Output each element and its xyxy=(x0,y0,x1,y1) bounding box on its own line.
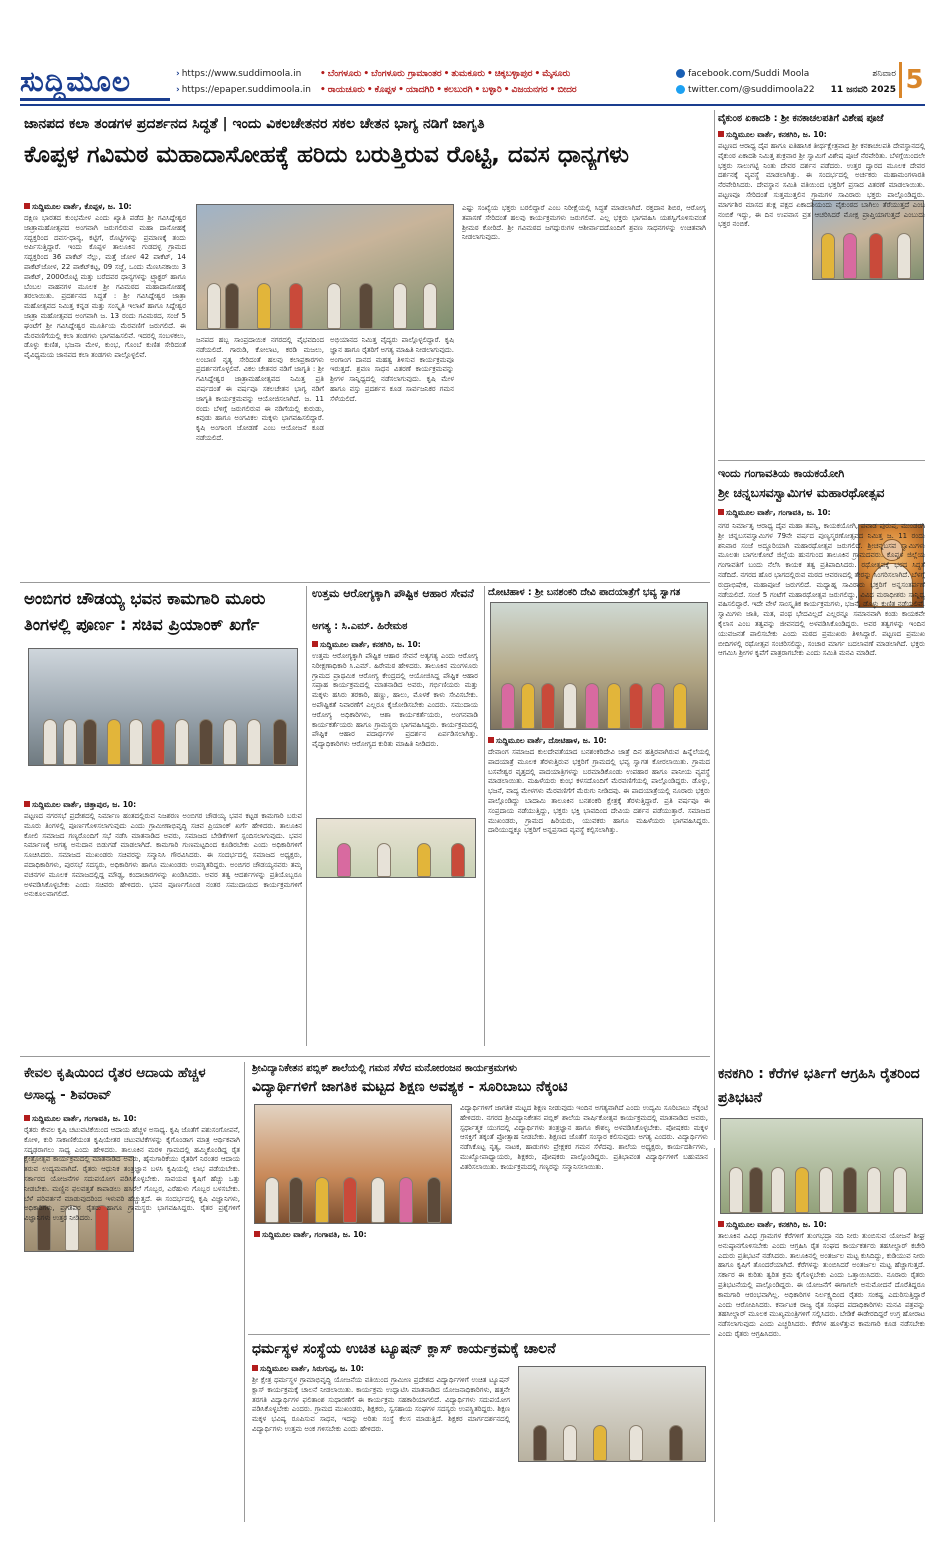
epaper-link[interactable]: https://epaper.suddimoola.in xyxy=(181,85,311,95)
city-r2-4[interactable]: ಬಳ್ಳಾರಿ xyxy=(482,85,502,95)
city-r2-6[interactable]: ಬೀದರ xyxy=(557,85,577,95)
page-number: 5 xyxy=(899,62,927,98)
dateline-marker-icon xyxy=(24,801,30,807)
divider-lead-bottom xyxy=(20,582,710,583)
dateline-marker-icon xyxy=(24,203,30,209)
date-block xyxy=(816,66,896,98)
city-row-2 xyxy=(318,82,678,98)
weekday: ಶನಿವಾರ xyxy=(872,69,896,79)
story-kanakagiri-protest-body xyxy=(718,1062,925,1522)
dateline-marker-icon xyxy=(24,1115,30,1121)
divider-right-column xyxy=(714,110,715,1140)
protest-text: ತಾಲೂಕಿನ ವಿವಿಧ ಗ್ರಾಮಗಳ ಕೆರೆಗಳಿಗೆ ತುಂಗಭದ್ರಾ ನದಿ ನೀರು ತುಂಬಿಸುವ ಯೋಜನೆ ಶೀಘ್ರ ಅನುಷ್ಠಾನಗೊಳಿಸಬೇಕು ಎಂದು ಆಗ್ರಹಿಸಿ ರೈತ ಸಂಘದ ಕಾರ್ಯಕರ್ತರು ತಹಸೀಲ್ದಾರ್ ಕಚೇರಿ ಎದುರು ಪ್ರತಿಭಟನೆ ನಡೆಸಿದರು. ತಾಲೂಕಿನಲ್ಲಿ ಅಂತರ್ಜಲ ಮಟ್ಟ ಕುಸಿದಿದ್ದು, ಕುಡಿಯುವ ನೀರು ಹಾಗೂ ಕೃಷಿಗೆ ತೊಂದರೆಯಾಗಿದೆ. ಕೆರೆಗಳನ್ನು ತುಂಬಿಸಿದರೆ ಅಂತರ್ಜಲ ಮಟ್ಟ ಹೆಚ್ಚಾಗುತ್ತದೆ. ಸರ್ಕಾರ ಈ ಕುರಿತು ತ್ವರಿತ ಕ್ರಮ ಕೈಗೊಳ್ಳಬೇಕು ಎಂದು ಒತ್ತಾಯಿಸಿದರು. ನೂರಾರು ರೈತರು ಪ್ರತಿಭಟನೆಯಲ್ಲಿ ಪಾಲ್ಗೊಂಡಿದ್ದರು. ಈ ಯೋಜನೆಗೆ ಈಗಾಗಲೇ ಅನುಮೋದನೆ ದೊರೆತಿದ್ದರೂ ಕಾಮಗಾರಿ ಆರಂಭವಾಗಿಲ್ಲ. ಅಧಿಕಾರಿಗಳ ನಿರ್ಲಕ್ಷ್ಯದಿಂದ ರೈತರು ಸಂಕಷ್ಟ ಎದುರಿಸುತ್ತಿದ್ದಾರೆ ಎಂದು ಆರೋಪಿಸಿದರು. ಕರ್ನಾಟಕ ರಾಜ್ಯ ರೈತ ಸಂಘದ ಪದಾಧಿಕಾರಿಗಳು ಮನವಿ ಪತ್ರವನ್ನು ತಹಸೀಲ್ದಾರ್ ಮೂಲಕ ಮುಖ್ಯಮಂತ್ರಿಗಳಿಗೆ ಸಲ್ಲಿಸಿದರು. ಬೇಡಿಕೆ ಈಡೇರದಿದ್ದರೆ ಉಗ್ರ ಹೋರಾಟ ನಡೆಸಲಾಗುವುದು ಎಂದು ಎಚ್ಚರಿಸಿದರು. ಕೆರೆಗಳ ಹೂಳೆತ್ತುವ ಕಾಮಗಾರಿ ಕೂಡ ನಡೆಸಬೇಕು ಎಂದು ರೈತರು ಆಗ್ರಹಿಸಿದರು. xyxy=(718,1232,925,1338)
dateline-marker-icon xyxy=(718,1221,724,1227)
brand-underline xyxy=(20,98,170,101)
nutrition-kicker: ಉತ್ತಮ ಆರೋಗ್ಯಕ್ಕಾಗಿ ಪೌಷ್ಟಿಕ ಆಹಾರ ಸೇವನೆ xyxy=(312,587,474,600)
divider-mid-bottom xyxy=(20,1056,710,1057)
dateline-marker-icon xyxy=(718,131,724,137)
protest-headline-main: ಕನಕಗಿರಿ : ಕೆರೆಗಳ ಭರ್ತಿಗೆ ಆಗ್ರಹಿಸಿ ರೈತರಿಂದ ಪ್ರತಿಭಟನೆ xyxy=(718,1062,925,1110)
website-link[interactable]: https://www.suddimoola.in xyxy=(181,69,302,79)
lead-col-1: ದಕ್ಷಿಣ ಭಾರತದ ಕುಂಭಮೇಳ ಎಂದು ಖ್ಯಾತಿ ಪಡೆದ ಶ್ರೀ ಗವಿಸಿದ್ದೇಶ್ವರ ಜಾತ್ರಾಮಹೋತ್ಸವದ ಅಂಗವಾಗಿ ಜರುಗಲಿರುವ ಮಹಾ ದಾಸೋಹಕ್ಕೆ ಸದ್ಭಕ್ತರಿಂದ ದವಸ-ಧಾನ್ಯ, ಕಟ್ಟಿಗೆ, ರೊಟ್ಟಿಗಳನ್ನು ಪ್ರಮಾಣಕ್ಕೆ ತಂದು ಅರ್ಪಿಸುತ್ತಿದ್ದಾರೆ. ಇಂದು ಕೊಪ್ಪಳ ತಾಲೂಕಿನ ಗುಡದಳ್ಳ ಗ್ರಾಮದ ಸದ್ಭಕ್ತರಿಂದ 36 ಪಾಕೆಟ್ ನೆಲ್ಲು, ಮತ್ತೆ ಜೋಳ 42 ಪಾಕೆಟ್, 14 ಪಾಕೆಟ್‌ಜೋಳ, 22 ಪಾಕೆಟ್‌ಕಟ್ಟ, 09 ಸಜ್ಜೆ, ಒಂದು ಮೆಣಸಿನಕಾಯಿ 3 ಪಾಕೆಟ್, 2000ರೊಟ್ಟಿ ಮತ್ತು ಬರೆದವರ ಧಾನ್ಯಗಳನ್ನು ಟ್ರ್ಯಾಕ್ಟರ್ ಹಾಗೂ ಬೆಂಬಲ ವಾಹನಗಳ ಮೂಲಕ ಶ್ರೀ ಗವಿಮಠದ ಮಹಾದಾಸೋಹಕ್ಕೆ ತರಲಾಯಿತು. ಪ್ರದರ್ಶನದ ಸಿದ್ಧತೆ : ಶ್ರೀ ಗವಿಸಿದ್ದೇಶ್ವರ ಜಾತ್ರಾ ಮಹೋತ್ಸವದ ನಿಮಿತ್ತ ಕನ್ನಡ ಮತ್ತು ಸಂಸ್ಕೃತಿ ಇಲಾಖೆ ಹಾಗೂ ಸಿದ್ದೇಶ್ವರ ಜಾತ್ರಾ ಮಹೋತ್ಸವದ ಅಂಗವಾಗಿ ಜ. 13 ರಂದು ಗವಿಮಠದ, ಸಂಜೆ 5 ಘಂಟೆಗೆ ಶ್ರೀ ಗವಿಸಿದ್ದೇಶ್ವರ ಮೂರ್ತಿಯ ಮೆರವಣಿಗೆ ಜರುಗಲಿದೆ. ಈ ಮೆರವಣಿಗೆಯಲ್ಲಿ ಕಲಾ ತಂಡಗಳು ಭಾಗವಹಿಸಲಿವೆ. ಇದರಲ್ಲಿ ಸಂಬಳಕಲು, ಡೊಳ್ಳು ಕುಣಿತ, ಭಜನಾ ಮೇಳ, ಕುಂಭ, ಗೊಂಬೆ ಕುಣಿತ ಸೇರಿದಂತೆ ವೈವಿಧ್ಯಮಯ ಜಾನಪದ ಕಲಾ ತಂಡಗಳು ಪಾಲ್ಗೊಳ್ಳಲಿವೆ. xyxy=(24,214,186,360)
bullet-icon: • xyxy=(436,85,442,95)
chowdaiah-headline: ಅಂಬಿಗರ ಚೌಡಯ್ಯ ಭವನ ಕಾಮಗಾರಿ ಮೂರು ತಿಂಗಳಲ್ಲಿ ಪೂರ್ಣ : ಸಚಿವ ಪ್ರಿಯಾಂಕ್ ಖರ್ಗೆ xyxy=(24,589,266,634)
banashankari-kicker: ದೋಟಿಹಾಳ : ಶ್ರೀ ಬನಶಂಕರಿ ದೇವಿ ಪಾದಯಾತ್ರೆಗೆ ಭವ್ಯ ಸ್ವಾಗತ xyxy=(488,587,681,598)
link-arrow-icon: › xyxy=(176,85,180,95)
dharmasthala-dateline: ಸುದ್ದಿಮೂಲ ವಾರ್ತೆ, ಸಿರುಗುಪ್ಪ, ಜ. 10: xyxy=(252,1364,510,1374)
divider-mid-1 xyxy=(306,586,307,1046)
city-r1-1[interactable]: ಬೆಂಗಳೂರು ಗ್ರಾಮಾಂತರ xyxy=(371,69,442,79)
chowdaiah-text: ಪಟ್ಟಣದ ನಗರಸಭೆ ಪ್ರದೇಶದಲ್ಲಿ ನಿರ್ಮಾಣ ಹಂತದಲ್ಲಿರುವ ನಿಜಶರಣ ಅಂಬಿಗರ ಚೌಡಯ್ಯ ಭವನ ಕಟ್ಟಡ ಕಾಮಗಾರಿ ಬರುವ ಮೂರು ತಿಂಗಳಲ್ಲಿ ಪೂರ್ಣಗೊಳಿಸಲಾಗುವುದು ಎಂದು ಗ್ರಾಮೀಣಾಭಿವೃದ್ಧಿ ಸಚಿವ ಪ್ರಿಯಾಂಕ್ ಖರ್ಗೆ ಹೇಳಿದರು. ತಾಲೂಕಿನ ಕೋಲಿ ಸಮಾಜದ ಗಣ್ಯರೊಂದಿಗೆ ಸಭೆ ನಡೆಸಿ ಮಾತನಾಡಿದ ಅವರು, ಸಮಾಜದ ಬೇಡಿಕೆಗಳಿಗೆ ಸ್ಪಂದಿಸಲಾಗುವುದು. ಭವನ ನಿರ್ಮಾಣಕ್ಕೆ ಅಗತ್ಯ ಅನುದಾನ ಬಿಡುಗಡೆ ಮಾಡಲಾಗಿದೆ. ಕಾಮಗಾರಿ ಗುಣಮಟ್ಟದಿಂದ ಕೂಡಿರಬೇಕು ಎಂದು ಅಧಿಕಾರಿಗಳಿಗೆ ಸೂಚಿಸಿದರು. ಸಮಾಜದ ಮುಖಂಡರು ಸಚಿವರನ್ನು ಸನ್ಮಾನಿಸಿ ಗೌರವಿಸಿದರು. ಈ ಸಂದರ್ಭದಲ್ಲಿ ಸಮಾಜದ ಅಧ್ಯಕ್ಷರು, ಪದಾಧಿಕಾರಿಗಳು, ಪುರಸಭೆ ಸದಸ್ಯರು, ಅಧಿಕಾರಿಗಳು ಹಾಗೂ ಮುಖಂಡರು ಉಪಸ್ಥಿತರಿದ್ದರು. ಅಂಬಿಗರ ಚೌಡಯ್ಯನವರು ತಮ್ಮ ವಚನಗಳ ಮೂಲಕ ಸಮಾಜದಲ್ಲಿದ್ದ ಮೌಢ್ಯ, ಕಂದಾಚಾರಗಳನ್ನು ಖಂಡಿಸಿದರು. ಅವರ ತತ್ವ ಆದರ್ಶಗಳನ್ನು ಪ್ರತಿಯೊಬ್ಬರೂ ಅಳವಡಿಸಿಕೊಳ್ಳಬೇಕು ಎಂದು ಸಚಿವರು ಹೇಳಿದರು. ಭವನ ಪೂರ್ಣಗೊಂಡ ನಂತರ ಸಮುದಾಯದ ಕಾರ್ಯಕ್ರಮಗಳಿಗೆ ಅನುಕೂಲವಾಗಲಿದೆ. xyxy=(24,812,302,899)
dateline-marker-icon xyxy=(488,737,494,743)
bullet-icon: • xyxy=(443,69,450,79)
chowdaiah-dateline: ಸುದ್ದಿಮೂಲ ವಾರ್ತೆ, ಚಿತ್ತಾಪುರ, ಜ. 10: xyxy=(24,800,302,810)
story-vidyaniketan xyxy=(248,1062,710,1332)
bullet-icon: • xyxy=(503,85,510,95)
rathotsava-headline: ಶ್ರೀ ಚನ್ನಬಸವಸ್ವಾಮಿಗಳ ಮಹಾರಥೋತ್ಸವ xyxy=(718,485,885,500)
site-links xyxy=(176,66,316,98)
protest-photo xyxy=(720,1118,923,1214)
lead-col-2: ಜನಪದ ಹಬ್ಬ ಸಾಂಪ್ರದಾಯಿಕ ನಗರದಲ್ಲಿ ವೈಭವದಿಂದ ನಡೆಯಲಿದೆ. ಗಾರುಡಿ, ಕೋಲಾಟ, ಕರಡಿ ಮಜಲು, ಲಂಬಾಣಿ ನೃತ್ಯ ಸೇರಿದಂತೆ ಹಲವು ಕಲಾಪ್ರಕಾರಗಳು ಪ್ರದರ್ಶನಗೊಳ್ಳಲಿವೆ. ವಿಕಲ ಚೇತನರ ನಡಿಗೆ ಜಾಗೃತಿ : ಶ್ರೀ ಗವಿಸಿದ್ದೇಶ್ವರ ಜಾತ್ರಾಮಹೋತ್ಸವದ ನಿಮಿತ್ತ ಪ್ರತಿ ವರ್ಷದಂತೆ ಈ ವರ್ಷವೂ ಸಕಲಚೇತನ ಭಾಗ್ಯ ನಡಿಗೆ ಜಾಗೃತಿ ಕಾರ್ಯಕ್ರಮವನ್ನು ಆಯೋಜಿಸಲಾಗಿದೆ. ಜ. 11 ರಂದು ಬೆಳಿಗ್ಗೆ ಜರುಗಲಿರುವ ಈ ನಡಿಗೆಯಲ್ಲಿ ಕುರುಡು, ಕಿವುಡು ಹಾಗೂ ಅಂಗವಿಕಲ ಮಕ್ಕಳು ಭಾಗವಹಿಸಲಿದ್ದಾರೆ. ಕೃಷಿ ಅಂಗಾಂಗ ಜೋಡಣೆ ಎಂಬ ಆಯೋಜನೆ ಕೂಡ ನಡೆಯಲಿದೆ. xyxy=(196,336,324,442)
vidyaniketan-kicker: ಶ್ರೀವಿದ್ಯಾನಿಕೇತನ ಪಬ್ಲಿಕ್ ಶಾಲೆಯಲ್ಲಿ ಗಮನ ಸೆಳೆದ ಮನೋರಂಜನ ಕಾರ್ಯಕ್ರಮಗಳು xyxy=(252,1063,518,1074)
banashankari-text: ದೇವಾಂಗ ಸಮಾಜದ ಕುಲದೇವತೆಯಾದ ಬನಶಂಕರಿದೇವಿ ಜಾತ್ರೆ ದಿನ ಹತ್ತಿರವಾಗಿರುವ ಹಿನ್ನೆಲೆಯಲ್ಲಿ ಪಾದಯಾತ್ರೆ ಮೂಲಕ ತೆರಳುತ್ತಿರುವ ಭಕ್ತರಿಗೆ ಗ್ರಾಮದಲ್ಲಿ ಭವ್ಯ ಸ್ವಾಗತ ಕೋರಲಾಯಿತು. ಗ್ರಾಮದ ಬಸವೇಶ್ವರ ವೃತ್ತದಲ್ಲಿ ಪಾದಯಾತ್ರಿಗಳನ್ನು ಬರಮಾಡಿಕೊಂಡು ಉಪಹಾರ ಹಾಗೂ ಪಾನೀಯ ವ್ಯವಸ್ಥೆ ಮಾಡಲಾಯಿತು. ಮಹಿಳೆಯರು ಕುಂಭ ಕಳಸದೊಂದಿಗೆ ಮೆರವಣಿಗೆಯಲ್ಲಿ ಪಾಲ್ಗೊಂಡಿದ್ದರು. ಡೊಳ್ಳು, ಭಜನೆ, ವಾದ್ಯ ಮೇಳಗಳು ಮೆರವಣಿಗೆಗೆ ಮೆರುಗು ನೀಡಿದವು. ಈ ಪಾದಯಾತ್ರೆಯಲ್ಲಿ ನೂರಾರು ಭಕ್ತರು ಪಾಲ್ಗೊಂಡಿದ್ದು ಬಾದಾಮಿ ತಾಲೂಕಿನ ಬನಶಂಕರಿ ಕ್ಷೇತ್ರಕ್ಕೆ ತೆರಳುತ್ತಿದ್ದಾರೆ. ಪ್ರತಿ ವರ್ಷವೂ ಈ ಸಂಪ್ರದಾಯ ನಡೆಯುತ್ತಿದ್ದು, ಭಕ್ತರು ಭಕ್ತಿ ಭಾವದಿಂದ ದೇವಿಯ ದರ್ಶನ ಪಡೆಯುತ್ತಾರೆ. ಸಮಾಜದ ಮುಖಂಡರು, ಗ್ರಾಮದ ಹಿರಿಯರು, ಯುವಕರು ಹಾಗೂ ಮಹಿಳೆಯರು ಭಾಗವಹಿಸಿದ್ದರು. ದಾರಿಯುದ್ದಕ್ಕೂ ಭಕ್ತರಿಗೆ ಅನ್ನಪ್ರಸಾದ ವ್ಯವಸ್ಥೆ ಕಲ್ಪಿಸಲಾಗಿತ್ತು. xyxy=(488,748,710,835)
city-r1-4[interactable]: ಮೈಸೂರು xyxy=(542,69,571,79)
dateline-marker-icon xyxy=(718,509,724,515)
nutrition-text-cont xyxy=(312,884,478,1040)
banashankari-dateline: ಸುದ್ದಿಮೂಲ ವಾರ್ತೆ, ದೋಟಿಹಾಳ, ಜ. 10: xyxy=(488,736,710,746)
city-r2-3[interactable]: ಕಲಬುರಗಿ xyxy=(443,85,473,95)
dharmasthala-text: ಶ್ರೀ ಕ್ಷೇತ್ರ ಧರ್ಮಸ್ಥಳ ಗ್ರಾಮಾಭಿವೃದ್ಧಿ ಯೋಜನೆಯ ವತಿಯಿಂದ ಗ್ರಾಮೀಣ ಪ್ರದೇಶದ ವಿದ್ಯಾರ್ಥಿಗಳಿಗೆ ಉಚಿತ ಟ್ಯೂಷನ್ ಕ್ಲಾಸ್ ಕಾರ್ಯಕ್ರಮಕ್ಕೆ ಚಾಲನೆ ನೀಡಲಾಯಿತು. ಕಾರ್ಯಕ್ರಮ ಉದ್ಘಾಟಿಸಿ ಮಾತನಾಡಿದ ಯೋಜನಾಧಿಕಾರಿಗಳು, ಹತ್ತನೇ ತರಗತಿ ವಿದ್ಯಾರ್ಥಿಗಳ ಫಲಿತಾಂಶ ಸುಧಾರಣೆಗೆ ಈ ಕಾರ್ಯಕ್ರಮ ಸಹಕಾರಿಯಾಗಲಿದೆ. ವಿದ್ಯಾರ್ಥಿಗಳು ಸದುಪಯೋಗ ಪಡಿಸಿಕೊಳ್ಳಬೇಕು ಎಂದರು. ಗ್ರಾಮದ ಮುಖಂಡರು, ಶಿಕ್ಷಕರು, ಸ್ವಸಹಾಯ ಸಂಘಗಳ ಸದಸ್ಯರು ಉಪಸ್ಥಿತರಿದ್ದರು. ಶಿಕ್ಷಣ ಮಕ್ಕಳ ಭವಿಷ್ಯ ರೂಪಿಸುವ ಸಾಧನ, ಇದನ್ನು ಅರಿತು ಸಂಸ್ಥೆ ಕೆಲಸ ಮಾಡುತ್ತಿದೆ. ಶಿಕ್ಷಕರ ಮಾರ್ಗದರ್ಶನದಲ್ಲಿ ವಿದ್ಯಾರ್ಥಿಗಳು ಉತ್ತಮ ಅಂಕ ಗಳಿಸಬೇಕು ಎಂದು ಹೇಳಿದರು. xyxy=(252,1376,510,1433)
vidyaniketan-photo xyxy=(254,1104,452,1224)
lead-col-3: ಅಭಿಯಾನದ ನಿಮಿತ್ತ ವೈದ್ಯರು ಪಾಲ್ಗೊಳ್ಳಲಿದ್ದಾರೆ. ಕೃಷಿ ಜ್ಞಾನ ಹಾಗೂ ರೈತರಿಗೆ ಅಗತ್ಯ ಮಾಹಿತಿ ನೀಡಲಾಗುವುದು. ಅಂಗಾಂಗ ದಾನದ ಮಹತ್ವ ತಿಳಿಸುವ ಕಾರ್ಯಕ್ರಮವೂ ಇರುತ್ತದೆ. ಶ್ರವಣ ಸಾಧನ ವಿತರಣೆ ಕಾರ್ಯಕ್ರಮವನ್ನು ಶ್ರೀಗಳ ಸಾನ್ನಿಧ್ಯದಲ್ಲಿ ನಡೆಸಲಾಗುವುದು. ಕೃಷಿ ಮೇಳ ಹಾಗೂ ವಸ್ತು ಪ್ರದರ್ಶನ ಕೂಡ ಸಾರ್ವಜನಿಕರ ಗಮನ ಸೆಳೆಯಲಿದೆ. xyxy=(330,336,454,403)
bullet-icon: • xyxy=(474,85,481,95)
divider-low-2 xyxy=(714,1148,715,1522)
city-list xyxy=(318,66,678,98)
lead-col-4: ಎಷ್ಟು ಸಂಖ್ಯೆಯ ಭಕ್ತರು ಬರಲಿದ್ದಾರೆ ಎಂಬ ನಿರೀಕ್ಷೆಯಲ್ಲಿ ಸಿದ್ಧತೆ ಮಾಡಲಾಗಿದೆ. ರಕ್ತದಾನ ಶಿಬಿರ, ಆರೋಗ್ಯ ತಪಾಸಣೆ ಸೇರಿದಂತೆ ಹಲವು ಕಾರ್ಯಕ್ರಮಗಳು ಜರುಗಲಿವೆ. ಎಲ್ಲ ಭಕ್ತರು ಭಾಗವಹಿಸಿ ಯಶಸ್ವಿಗೊಳಿಸುವಂತೆ ಶ್ರೀಮಠ ಕೋರಿದೆ. ಶ್ರೀ ಗವಿಮಠದ ಜಗದ್ಗುರುಗಳ ಆಶೀರ್ವಾದದೊಂದಿಗೆ ಶ್ರವಣ ಸಾಧನಗಳನ್ನು ಉಚಿತವಾಗಿ ನೀಡಲಾಗುವುದು. xyxy=(462,204,706,242)
farmers-dateline: ಸುದ್ದಿಮೂಲ ವಾರ್ತೆ, ಗಂಗಾವತಿ, ಜ. 10: xyxy=(24,1114,240,1124)
story-vaikuntha xyxy=(718,110,925,460)
nutrition-photo xyxy=(316,818,476,878)
masthead-rule xyxy=(20,104,925,106)
dateline-marker-icon xyxy=(252,1365,258,1371)
bullet-icon: • xyxy=(534,69,541,79)
dharmasthala-photo xyxy=(518,1366,706,1462)
city-r2-5[interactable]: ವಿಜಯನಗರ xyxy=(511,85,548,95)
city-row-1 xyxy=(318,66,678,82)
divider-mid-2 xyxy=(484,586,485,1046)
protest-dateline: ಸುದ್ದಿಮೂಲ ವಾರ್ತೆ, ಕನಕಗಿರಿ, ಜ. 10: xyxy=(718,1220,925,1230)
facebook-link[interactable]: facebook.com/Suddi Moola xyxy=(688,69,810,79)
city-r1-0[interactable]: ಬೆಂಗಳೂರು xyxy=(327,69,362,79)
rathotsava-kicker: ಇಂದು ಗಂಗಾವತಿಯ ಕಾಯಕಯೋಗಿ xyxy=(718,467,845,480)
rathotsava-dateline: ಸುದ್ದಿಮೂಲ ವಾರ್ತೆ, ಗಂಗಾವತಿ, ಜ. 10: xyxy=(718,508,925,518)
brand-logo: ಸುದ್ದಿಮೂಲ xyxy=(20,65,132,98)
bullet-icon: • xyxy=(366,85,373,95)
vidyaniketan-text: ವಿದ್ಯಾರ್ಥಿಗಳಿಗೆ ಜಾಗತಿಕ ಮಟ್ಟದ ಶಿಕ್ಷಣ ನೀಡುವುದು ಇಂದಿನ ಅಗತ್ಯವಾಗಿದೆ ಎಂದು ಉದ್ಯಮಿ ಸೂರಿಬಾಬು ನೆಕ್ಕಂಟಿ ಹೇಳಿದರು. ನಗರದ ಶ್ರೀವಿದ್ಯಾನಿಕೇತನ ಪಬ್ಲಿಕ್ ಶಾಲೆಯ ವಾರ್ಷಿಕೋತ್ಸವ ಕಾರ್ಯಕ್ರಮದಲ್ಲಿ ಮಾತನಾಡಿದ ಅವರು, ಸ್ಪರ್ಧಾತ್ಮಕ ಯುಗದಲ್ಲಿ ವಿದ್ಯಾರ್ಥಿಗಳು ತಂತ್ರಜ್ಞಾನ ಹಾಗೂ ಕೌಶಲ್ಯ ಅಳವಡಿಸಿಕೊಳ್ಳಬೇಕು. ಪೋಷಕರು ಮಕ್ಕಳ ಆಸಕ್ತಿಗೆ ತಕ್ಕಂತೆ ಪ್ರೋತ್ಸಾಹ ನೀಡಬೇಕು. ಶಿಕ್ಷಣದ ಜೊತೆಗೆ ಸಂಸ್ಕಾರ ಕಲಿಸುವುದು ಅಗತ್ಯ ಎಂದರು. ವಿದ್ಯಾರ್ಥಿಗಳು ನಡೆಸಿಕೊಟ್ಟ ನೃತ್ಯ, ನಾಟಕ, ಹಾಡುಗಳು ಪ್ರೇಕ್ಷಕರ ಗಮನ ಸೆಳೆದವು. ಶಾಲೆಯ ಅಧ್ಯಕ್ಷರು, ಕಾರ್ಯದರ್ಶಿಗಳು, ಮುಖ್ಯೋಪಾಧ್ಯಾಯರು, ಶಿಕ್ಷಕರು, ಪೋಷಕರು ಪಾಲ್ಗೊಂಡಿದ್ದರು. ಪ್ರತಿಭಾವಂತ ವಿದ್ಯಾರ್ಥಿಗಳಿಗೆ ಬಹುಮಾನ ವಿತರಿಸಲಾಯಿತು. ಕಾರ್ಯಕ್ರಮದಲ್ಲಿ ಗಣ್ಯರನ್ನು ಸನ್ಮಾನಿಸಲಾಯಿತು. xyxy=(460,1104,708,1171)
divider-right-mid xyxy=(718,460,925,461)
vidyaniketan-headline: ವಿದ್ಯಾರ್ಥಿಗಳಿಗೆ ಜಾಗತಿಕ ಮಟ್ಟದ ಶಿಕ್ಷಣ ಅವಶ್ಯಕ - ಸೂರಿಬಾಬು ನೆಕ್ಕಂಟಿ xyxy=(252,1079,568,1095)
bullet-icon: • xyxy=(549,85,556,95)
farmers-text: ರೈತರು ಕೇವಲ ಕೃಷಿ ಚಟುವಟಿಕೆಯಿಂದ ಆದಾಯ ಹೆಚ್ಚಳ ಅಸಾಧ್ಯ. ಕೃಷಿ ಜೊತೆಗೆ ಪಶುಸಂಗೋಪನೆ, ಕೋಳಿ, ಕುರಿ ಸಾಕಾಣಿಕೆಯಂತ ಕೃಷಿಯೇತರ ಚಟುವಟಿಕೆಗಳನ್ನು ಕೈಗೊಂಡಾಗ ಮಾತ್ರ ಆರ್ಥಿಕವಾಗಿ ಸದೃಢರಾಗಲು ಸಾಧ್ಯ ಎಂದು ಹೇಳಿದರು. ತಾಲೂಕಿನ ಮರಳಿ ಗ್ರಾಮದಲ್ಲಿ ಹಮ್ಮಿಕೊಂಡಿದ್ದ ರೈತ ಕ್ಷೇತ್ರೋತ್ಸವ ಕಾರ್ಯಕ್ರಮದಲ್ಲಿ ಮಾತನಾಡಿದ ಅವರು, ಹೈನುಗಾರಿಕೆಯು ರೈತರಿಗೆ ನಿರಂತರ ಆದಾಯ ತರುವ ಉದ್ಯಮವಾಗಿದೆ. ರೈತರು ಆಧುನಿಕ ತಂತ್ರಜ್ಞಾನ ಬಳಸಿ ಕೃಷಿಯಲ್ಲಿ ಲಾಭ ಪಡೆಯಬೇಕು. ಸರ್ಕಾರದ ಯೋಜನೆಗಳ ಸದುಪಯೋಗ ಪಡಿಸಿಕೊಳ್ಳಬೇಕು. ಸಾವಯವ ಕೃಷಿಗೆ ಹೆಚ್ಚು ಒತ್ತು ನೀಡಬೇಕು. ಮಣ್ಣಿನ ಫಲವತ್ತತೆ ಕಾಪಾಡಲು ಹಸಿರೆಲೆ ಗೊಬ್ಬರ, ಎರೆಹುಳು ಗೊಬ್ಬರ ಬಳಸಬೇಕು. ಬೆಳೆ ಪರಿವರ್ತನೆ ಮಾಡುವುದರಿಂದ ಇಳುವರಿ ಹೆಚ್ಚುತ್ತದೆ. ಈ ಸಂದರ್ಭದಲ್ಲಿ ಕೃಷಿ ವಿಜ್ಞಾನಿಗಳು, ಅಧಿಕಾರಿಗಳು, ಪ್ರಗತಿಪರ ರೈತರು ಹಾಗೂ ಗ್ರಾಮಸ್ಥರು ಭಾಗವಹಿಸಿದ್ದರು. ರೈತರ ಪ್ರಶ್ನೆಗಳಿಗೆ ವಿಜ್ಞಾನಿಗಳು ಉತ್ತರ ನೀಡಿದರು. xyxy=(24,1126,240,1223)
vaikuntha-dateline: ಸುದ್ದಿಮೂಲ ವಾರ್ತೆ, ಕನಕಗಿರಿ, ಜ. 10: xyxy=(718,130,925,140)
divider-low-center xyxy=(248,1334,710,1335)
vidyaniketan-dateline: ಸುದ್ದಿಮೂಲ ವಾರ್ತೆ, ಗಂಗಾವತಿ, ಜ. 10: xyxy=(254,1230,452,1240)
lead-dateline: ಸುದ್ದಿಮೂಲ ವಾರ್ತೆ, ಕೊಪ್ಪಳ, ಜ. 10: xyxy=(24,202,186,212)
story-dharmasthala xyxy=(248,1338,710,1522)
bullet-icon: • xyxy=(363,69,370,79)
city-r2-1[interactable]: ಕೊಪ್ಪಳ xyxy=(374,85,397,95)
dateline-marker-icon xyxy=(254,1231,260,1237)
lead-story xyxy=(20,110,710,580)
bullet-icon: • xyxy=(320,85,326,95)
vaikuntha-text: ಪಟ್ಟಣದ ಆರಾಧ್ಯ ದೈವ ಹಾಗೂ ಐತಿಹಾಸಿಕ ತೀರ್ಥಕ್ಷೇತ್ರವಾದ ಶ್ರೀ ಕನಕಾಚಲಪತಿ ದೇವಸ್ಥಾನದಲ್ಲಿ ವೈಕುಂಠ ಏಕಾದಶಿ ನಿಮಿತ್ತ ಶುಕ್ರವಾರ ಶ್ರೀ ಸ್ವಾಮಿಗೆ ವಿಶೇಷ ಪೂಜೆ ನೆರವೇರಿತು. ಬೆಳಗ್ಗೆಯಿಂದಲೇ ಭಕ್ತರು ಸಾಲುಗಟ್ಟಿ ನಿಂತು ದೇವರ ದರ್ಶನ ಪಡೆದರು. ಉತ್ತರ ದ್ವಾರದ ಮೂಲಕ ದೇವರ ದರ್ಶನಕ್ಕೆ ವ್ಯವಸ್ಥೆ ಮಾಡಲಾಗಿತ್ತು. ಈ ಸಂದರ್ಭದಲ್ಲಿ ಅರ್ಚಕರು ಮಹಾಮಂಗಳಾರತಿ ನೆರವೇರಿಸಿದರು. ದೇವಸ್ಥಾನ ಸಮಿತಿ ವತಿಯಿಂದ ಭಕ್ತರಿಗೆ ಪ್ರಸಾದ ವಿತರಣೆ ಮಾಡಲಾಯಿತು. ಪಟ್ಟಣವೂ ಸೇರಿದಂತೆ ಸುತ್ತಮುತ್ತಲಿನ ಗ್ರಾಮಗಳ ಸಾವಿರಾರು ಭಕ್ತರು ಪಾಲ್ಗೊಂಡಿದ್ದರು. ಮಾರ್ಗಶಿರ ಮಾಸದ ಶುಕ್ಲ ಪಕ್ಷದ ಏಕಾದಶಿಯಂದು ವೈಕುಂಠದ ಬಾಗಿಲು ತೆರೆಯುತ್ತದೆ ಎಂಬ ನಂಬಿಕೆ ಇದ್ದು, ಈ ದಿನ ಉಪವಾಸ ವ್ರತ ಆಚರಿಸಿದರೆ ಮೋಕ್ಷ ಪ್ರಾಪ್ತಿಯಾಗುತ್ತದೆ ಎಂಬುದು ಭಕ್ತರ ನಂಬಿಕೆ. xyxy=(718,142,925,229)
twitter-icon xyxy=(676,85,685,94)
twitter-link[interactable]: twitter.com/@suddimoola22 xyxy=(688,85,815,95)
banashankari-photo xyxy=(490,602,708,730)
masthead xyxy=(0,0,945,104)
issue-date: 11 ಜನವರಿ 2025 xyxy=(830,85,896,95)
story-rathotsava xyxy=(718,464,925,1140)
city-r2-2[interactable]: ಯಾದಗಿರಿ xyxy=(405,85,435,95)
rathotsava-text: ನಗರ ನಿರ್ಮಾತೃ ಆರಾಧ್ಯ ದೈವ ಮಹಾ ತಪಸ್ವಿ, ಕಾಯಕಯೋಗಿ, ಪವಾಡ ಪುರುಷ, ಮುಂಡರಗಿ ಶ್ರೀ ಚನ್ನಬಸವಸ್ವಾಮಿಗಳ 79ನೇ ವರ್ಷದ ಪುಣ್ಯಸ್ಮರಣೋತ್ಸವದ ನಿಮಿತ್ತ ಜ. 11 ರಂದು ಶನಿವಾರ ಸಂಜೆ ಅದ್ದೂರಿಯಾಗಿ ಮಹಾರಥೋತ್ಸವ ಜರುಗಲಿದೆ. ಶ್ರೀಚನ್ನಬಸವ ಸ್ವಾಮಿಗಳು ಮೂಲತಃ ಬಾಗಲಕೋಟೆ ಜಿಲ್ಲೆಯ ಹುನಗುಂದ ತಾಲೂಕಿನ ಗ್ರಾಮದವರು. ಕೊಪ್ಪಳ ಜಿಲ್ಲೆಯ ಗಂಗಾವತಿಗೆ ಬಂದು ನೆಲೆಸಿ ಕಾಯಕ ತತ್ವ ಪ್ರತಿಪಾದಿಸಿದರು. ರಥೋತ್ಸವಕ್ಕೆ ಭರದ ಸಿದ್ಧತೆ ನಡೆದಿದೆ. ನಗರದ ಹೊರ ಭಾಗದಲ್ಲಿರುವ ಮಠದ ಆವರಣದಲ್ಲಿ ತೇರನ್ನು ಸಿಂಗರಿಸಲಾಗಿದೆ. ಬೆಳಗ್ಗೆ ರುದ್ರಾಭಿಷೇಕ, ಮಹಾಪೂಜೆ ಜರುಗಲಿದೆ. ಮಧ್ಯಾಹ್ನ ಸಾವಿರಾರು ಭಕ್ತರಿಗೆ ಅನ್ನಸಂತರ್ಪಣೆ ನಡೆಯಲಿದೆ. ಸಂಜೆ 5 ಗಂಟೆಗೆ ಮಹಾರಥೋತ್ಸವ ಜರುಗಲಿದ್ದು, ವಿವಿಧ ಮಠಾಧೀಶರು ಸಾನ್ನಿಧ್ಯ ವಹಿಸಲಿದ್ದಾರೆ. ಇದೇ ವೇಳೆ ಸಾಂಸ್ಕೃತಿಕ ಕಾರ್ಯಕ್ರಮಗಳು, ಭಜನೆ, ಡೊಳ್ಳು ಕುಣಿತ ನಡೆಯಲಿವೆ. ಸ್ವಾಮಿಗಳು ಜಾತಿ, ಮತ, ಪಂಥ ಭೇದವಿಲ್ಲದೆ ಎಲ್ಲರನ್ನೂ ಸಮಾನವಾಗಿ ಕಂಡು ಕಾಯಕವೇ ಕೈಲಾಸ ಎಂಬ ತತ್ವವನ್ನು ಜೀವನದಲ್ಲಿ ಅಳವಡಿಸಿಕೊಂಡಿದ್ದರು. ಅವರ ತತ್ವಗಳನ್ನು ಇಂದಿನ ಯುವಜನತೆ ಪಾಲಿಸಬೇಕು ಎಂದು ಮಠದ ಪ್ರಮುಖರು ತಿಳಿಸಿದ್ದಾರೆ. ಪಟ್ಟಣದ ಪ್ರಮುಖ ಬೀದಿಗಳಲ್ಲಿ ರಥೋತ್ಸವ ಸಂಚರಿಸಲಿದ್ದು, ಸಂಚಾರ ಮಾರ್ಗ ಬದಲಾವಣೆ ಮಾಡಲಾಗಿದೆ. ಭಕ್ತರು ಆಗಮಿಸಿ ಶ್ರೀಗಳ ಕೃಪೆಗೆ ಪಾತ್ರರಾಗಬೇಕು ಎಂದು ಸಮಿತಿ ಮನವಿ ಮಾಡಿದೆ. xyxy=(718,522,925,658)
chowdaiah-photo xyxy=(28,648,298,766)
city-r2-0[interactable]: ರಾಯಚೂರು xyxy=(327,85,365,95)
dateline-marker-icon xyxy=(312,641,318,647)
vaikuntha-kicker: ವೈಕುಂಠ ಏಕಾದಶಿ : ಶ್ರೀ ಕನಕಾಚಲಪತಿಗೆ ವಿಶೇಷ ಪೂಜೆ xyxy=(718,113,884,124)
social-links xyxy=(676,66,836,98)
nutrition-headline: ಅಗತ್ಯ : ಸಿ.ಎಮ್. ಹಿರೇಮಠ xyxy=(312,621,408,632)
divider-low-1 xyxy=(244,1062,245,1522)
bullet-icon: • xyxy=(320,69,326,79)
story-nutrition xyxy=(310,586,480,1046)
lead-headline: ಕೊಪ್ಪಳ ಗವಿಮಠ ಮಹಾದಾಸೋಹಕ್ಕೆ ಹರಿದು ಬರುತ್ತಿರುವ ರೊಟ್ಟಿ, ದವಸ ಧಾನ್ಯಗಳು xyxy=(24,142,629,168)
city-r1-2[interactable]: ತುಮಕೂರು xyxy=(451,69,485,79)
dharmasthala-headline: ಧರ್ಮಸ್ಥಳ ಸಂಸ್ಥೆಯ ಉಚಿತ ಟ್ಯೂಷನ್ ಕ್ಲಾಸ್ ಕಾರ್ಯಕ್ರಮಕ್ಕೆ ಚಾಲನೆ xyxy=(252,1341,556,1357)
nutrition-dateline: ಸುದ್ದಿಮೂಲ ವಾರ್ತೆ, ಕನಕಗಿರಿ, ಜ. 10: xyxy=(312,640,478,650)
link-arrow-icon: › xyxy=(176,69,180,79)
story-banashankari xyxy=(488,586,710,1046)
lead-photo-procession xyxy=(196,204,454,330)
bullet-icon: • xyxy=(486,69,493,79)
story-chowdaiah-bhavan xyxy=(20,586,302,1056)
farmers-headline: ಕೇವಲ ಕೃಷಿಯಿಂದ ರೈತರ ಆದಾಯ ಹೆಚ್ಚಳ ಅಸಾಧ್ಯ - ಶಿವರಾವ್ xyxy=(24,1065,206,1103)
facebook-icon xyxy=(676,69,685,78)
story-farmers-income xyxy=(20,1062,240,1522)
bullet-icon: • xyxy=(398,85,404,95)
nutrition-text: ಉತ್ತಮ ಆರೋಗ್ಯಕ್ಕಾಗಿ ಪೌಷ್ಟಿಕ ಆಹಾರ ಸೇವನೆ ಅತ್ಯಗತ್ಯ ಎಂದು ಆರೋಗ್ಯ ನಿರೀಕ್ಷಣಾಧಿಕಾರಿ ಸಿ.ಎಮ್. ಹಿರೇಮಠ ಹೇಳಿದರು. ತಾಲೂಕಿನ ಮಂಗಳೂರು ಗ್ರಾಮದ ಪ್ರಾಥಮಿಕ ಆರೋಗ್ಯ ಕೇಂದ್ರದಲ್ಲಿ ಆಯೋಜಿಸಿದ್ದ ಪೌಷ್ಟಿಕ ಆಹಾರ ಸಪ್ತಾಹ ಕಾರ್ಯಕ್ರಮದಲ್ಲಿ ಮಾತನಾಡಿದ ಅವರು, ಗರ್ಭಿಣಿಯರು ಮತ್ತು ಮಕ್ಕಳು ಹಸಿರು ತರಕಾರಿ, ಹಣ್ಣು, ಹಾಲು, ಮೊಳಕೆ ಕಾಳು ಸೇವಿಸಬೇಕು. ಅಪೌಷ್ಟಿಕತೆ ನಿವಾರಣೆಗೆ ಎಲ್ಲರೂ ಕೈಜೋಡಿಸಬೇಕು ಎಂದರು. ಸಮುದಾಯ ಆರೋಗ್ಯ ಅಧಿಕಾರಿಗಳು, ಆಶಾ ಕಾರ್ಯಕರ್ತೆಯರು, ಅಂಗನವಾಡಿ ಕಾರ್ಯಕರ್ತೆಯರು ಹಾಗೂ ಗ್ರಾಮಸ್ಥರು ಭಾಗವಹಿಸಿದ್ದರು. ಕಾರ್ಯಕ್ರಮದಲ್ಲಿ ಪೌಷ್ಟಿಕ ಆಹಾರ ಪದಾರ್ಥಗಳ ಪ್ರದರ್ಶನ ಏರ್ಪಡಿಸಲಾಗಿತ್ತು. ವೈದ್ಯಾಧಿಕಾರಿಗಳು ಆರೋಗ್ಯದ ಕುರಿತು ಮಾಹಿತಿ ನೀಡಿದರು. xyxy=(312,652,478,749)
city-r1-3[interactable]: ಚಿಕ್ಕಬಳ್ಳಾಪುರ xyxy=(494,69,533,79)
lead-kicker: ಜಾನಪದ ಕಲಾ ತಂಡಗಳ ಪ್ರದರ್ಶನದ ಸಿದ್ಧತೆ | ಇಂದು ವಿಕಲಚೇತನರ ಸಕಲ ಚೇತನ ಭಾಗ್ಯ ನಡಿಗೆ ಜಾಗೃತಿ xyxy=(24,116,485,132)
